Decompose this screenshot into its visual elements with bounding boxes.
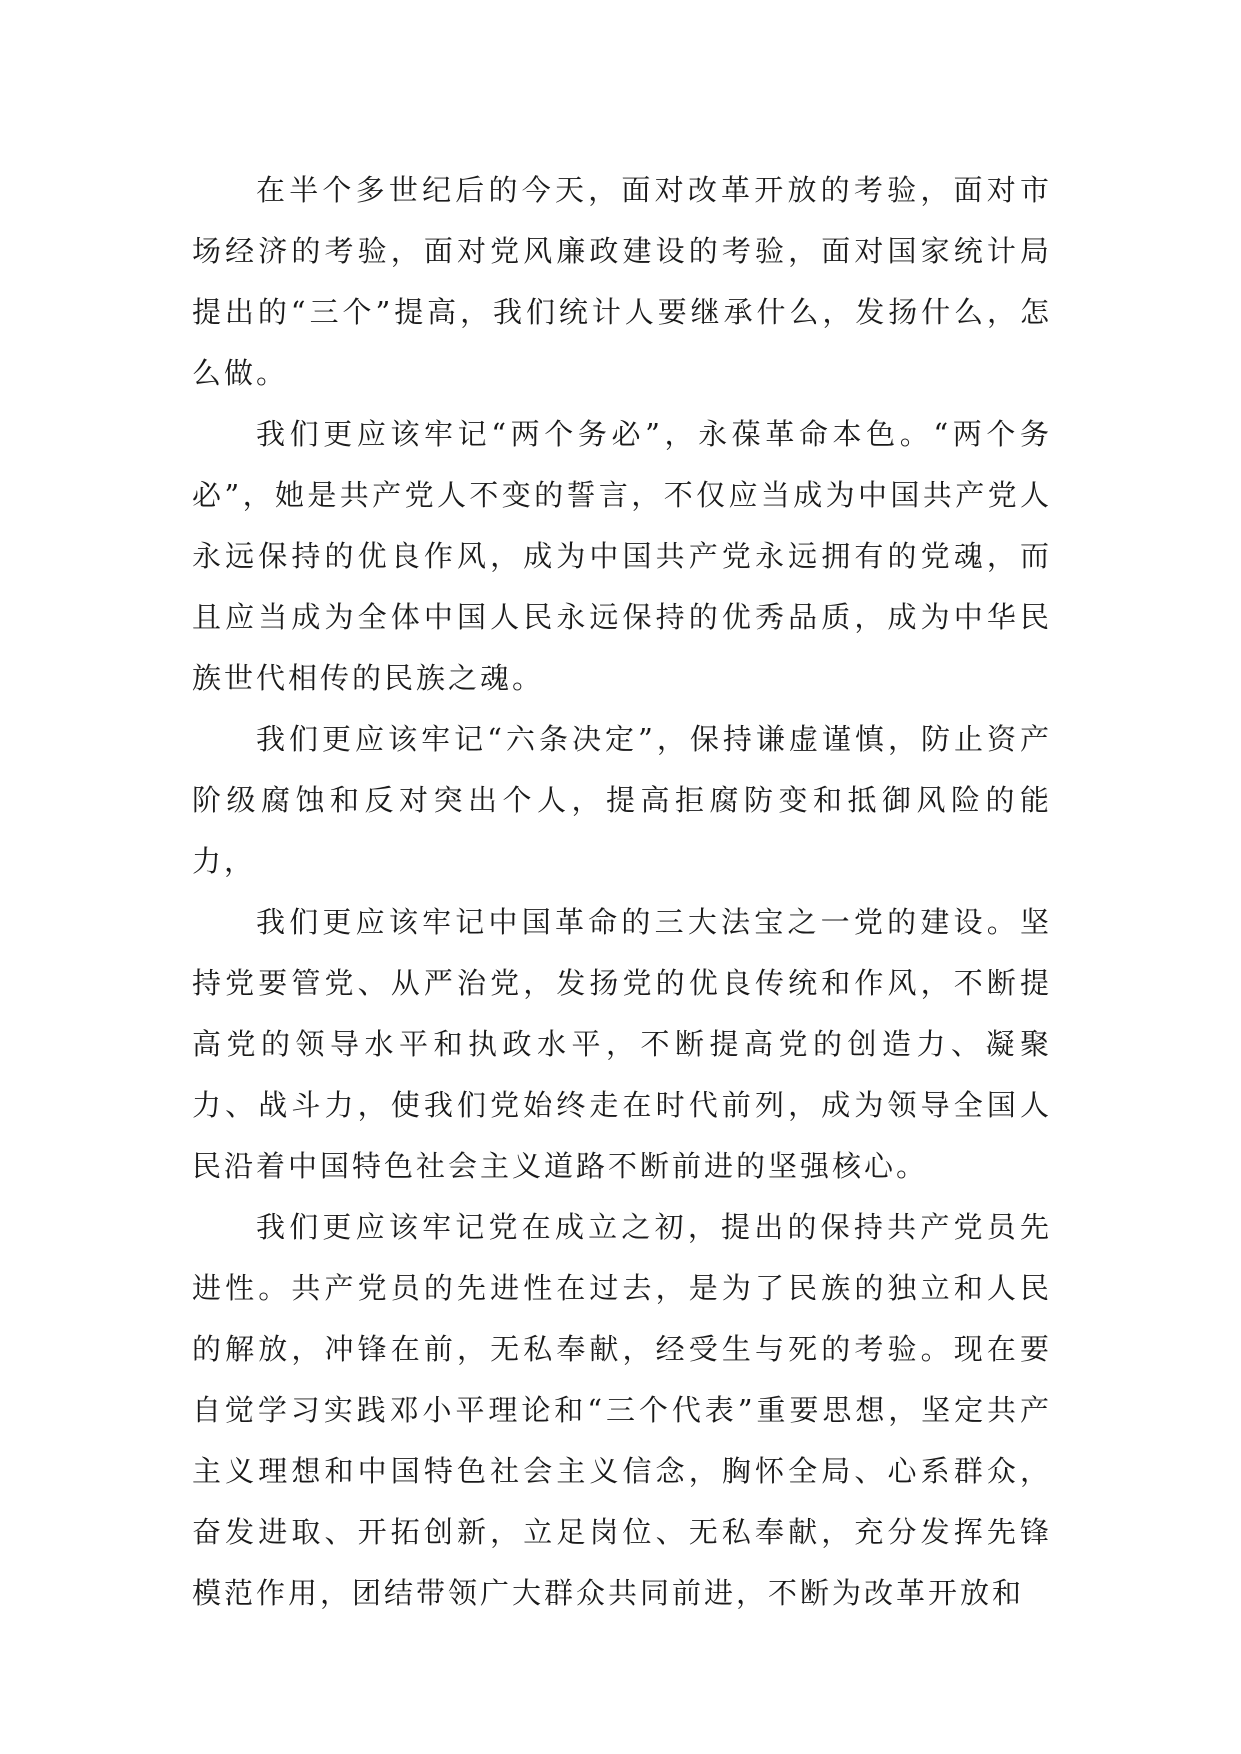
document-body	[192, 160, 1052, 1624]
paragraph-2: 我们更应该牢记“两个务必”，永葆革命本色。“两个务必”，她是共产党人不变的誓言，不仅应当成为中国共产党人永远保持的优良作风，成为中国共产党永远拥有的党魂，而且应当成为全体中国人民永远保持的优秀品质，成为中华民族世代相传的民族之魂。	[192, 417, 1052, 695]
paragraph-3: 我们更应该牢记“六条决定”，保持谦虚谨慎，防止资产阶级腐蚀和反对突出个人，提高拒腐防变和抵御风险的能力，	[192, 722, 1052, 878]
paragraph-4: 我们更应该牢记中国革命的三大法宝之一党的建设。坚持党要管党、从严治党，发扬党的优良传统和作风，不断提高党的领导水平和执政水平，不断提高党的创造力、凝聚力、战斗力，使我们党始终走在时代前列，成为领导全国人民沿着中国特色社会主义道路不断前进的坚强核心。	[192, 905, 1052, 1183]
paragraph-5: 我们更应该牢记党在成立之初，提出的保持共产党员先进性。共产党员的先进性在过去，是为了民族的独立和人民的解放，冲锋在前，无私奉献，经受生与死的考验。现在要自觉学习实践邓小平理论和“三个代表”重要思想，坚定共产主义理想和中国特色社会主义信念，胸怀全局、心系群众，奋发进取、开拓创新，立足岗位、无私奉献，充分发挥先锋模范作用，团结带领广大群众共同前进，不断为改革开放和	[192, 1210, 1052, 1610]
paragraph-1: 在半个多世纪后的今天，面对改革开放的考验，面对市场经济的考验，面对党风廉政建设的考验，面对国家统计局提出的“三个”提高，我们统计人要继承什么，发扬什么，怎么做。	[192, 173, 1052, 390]
